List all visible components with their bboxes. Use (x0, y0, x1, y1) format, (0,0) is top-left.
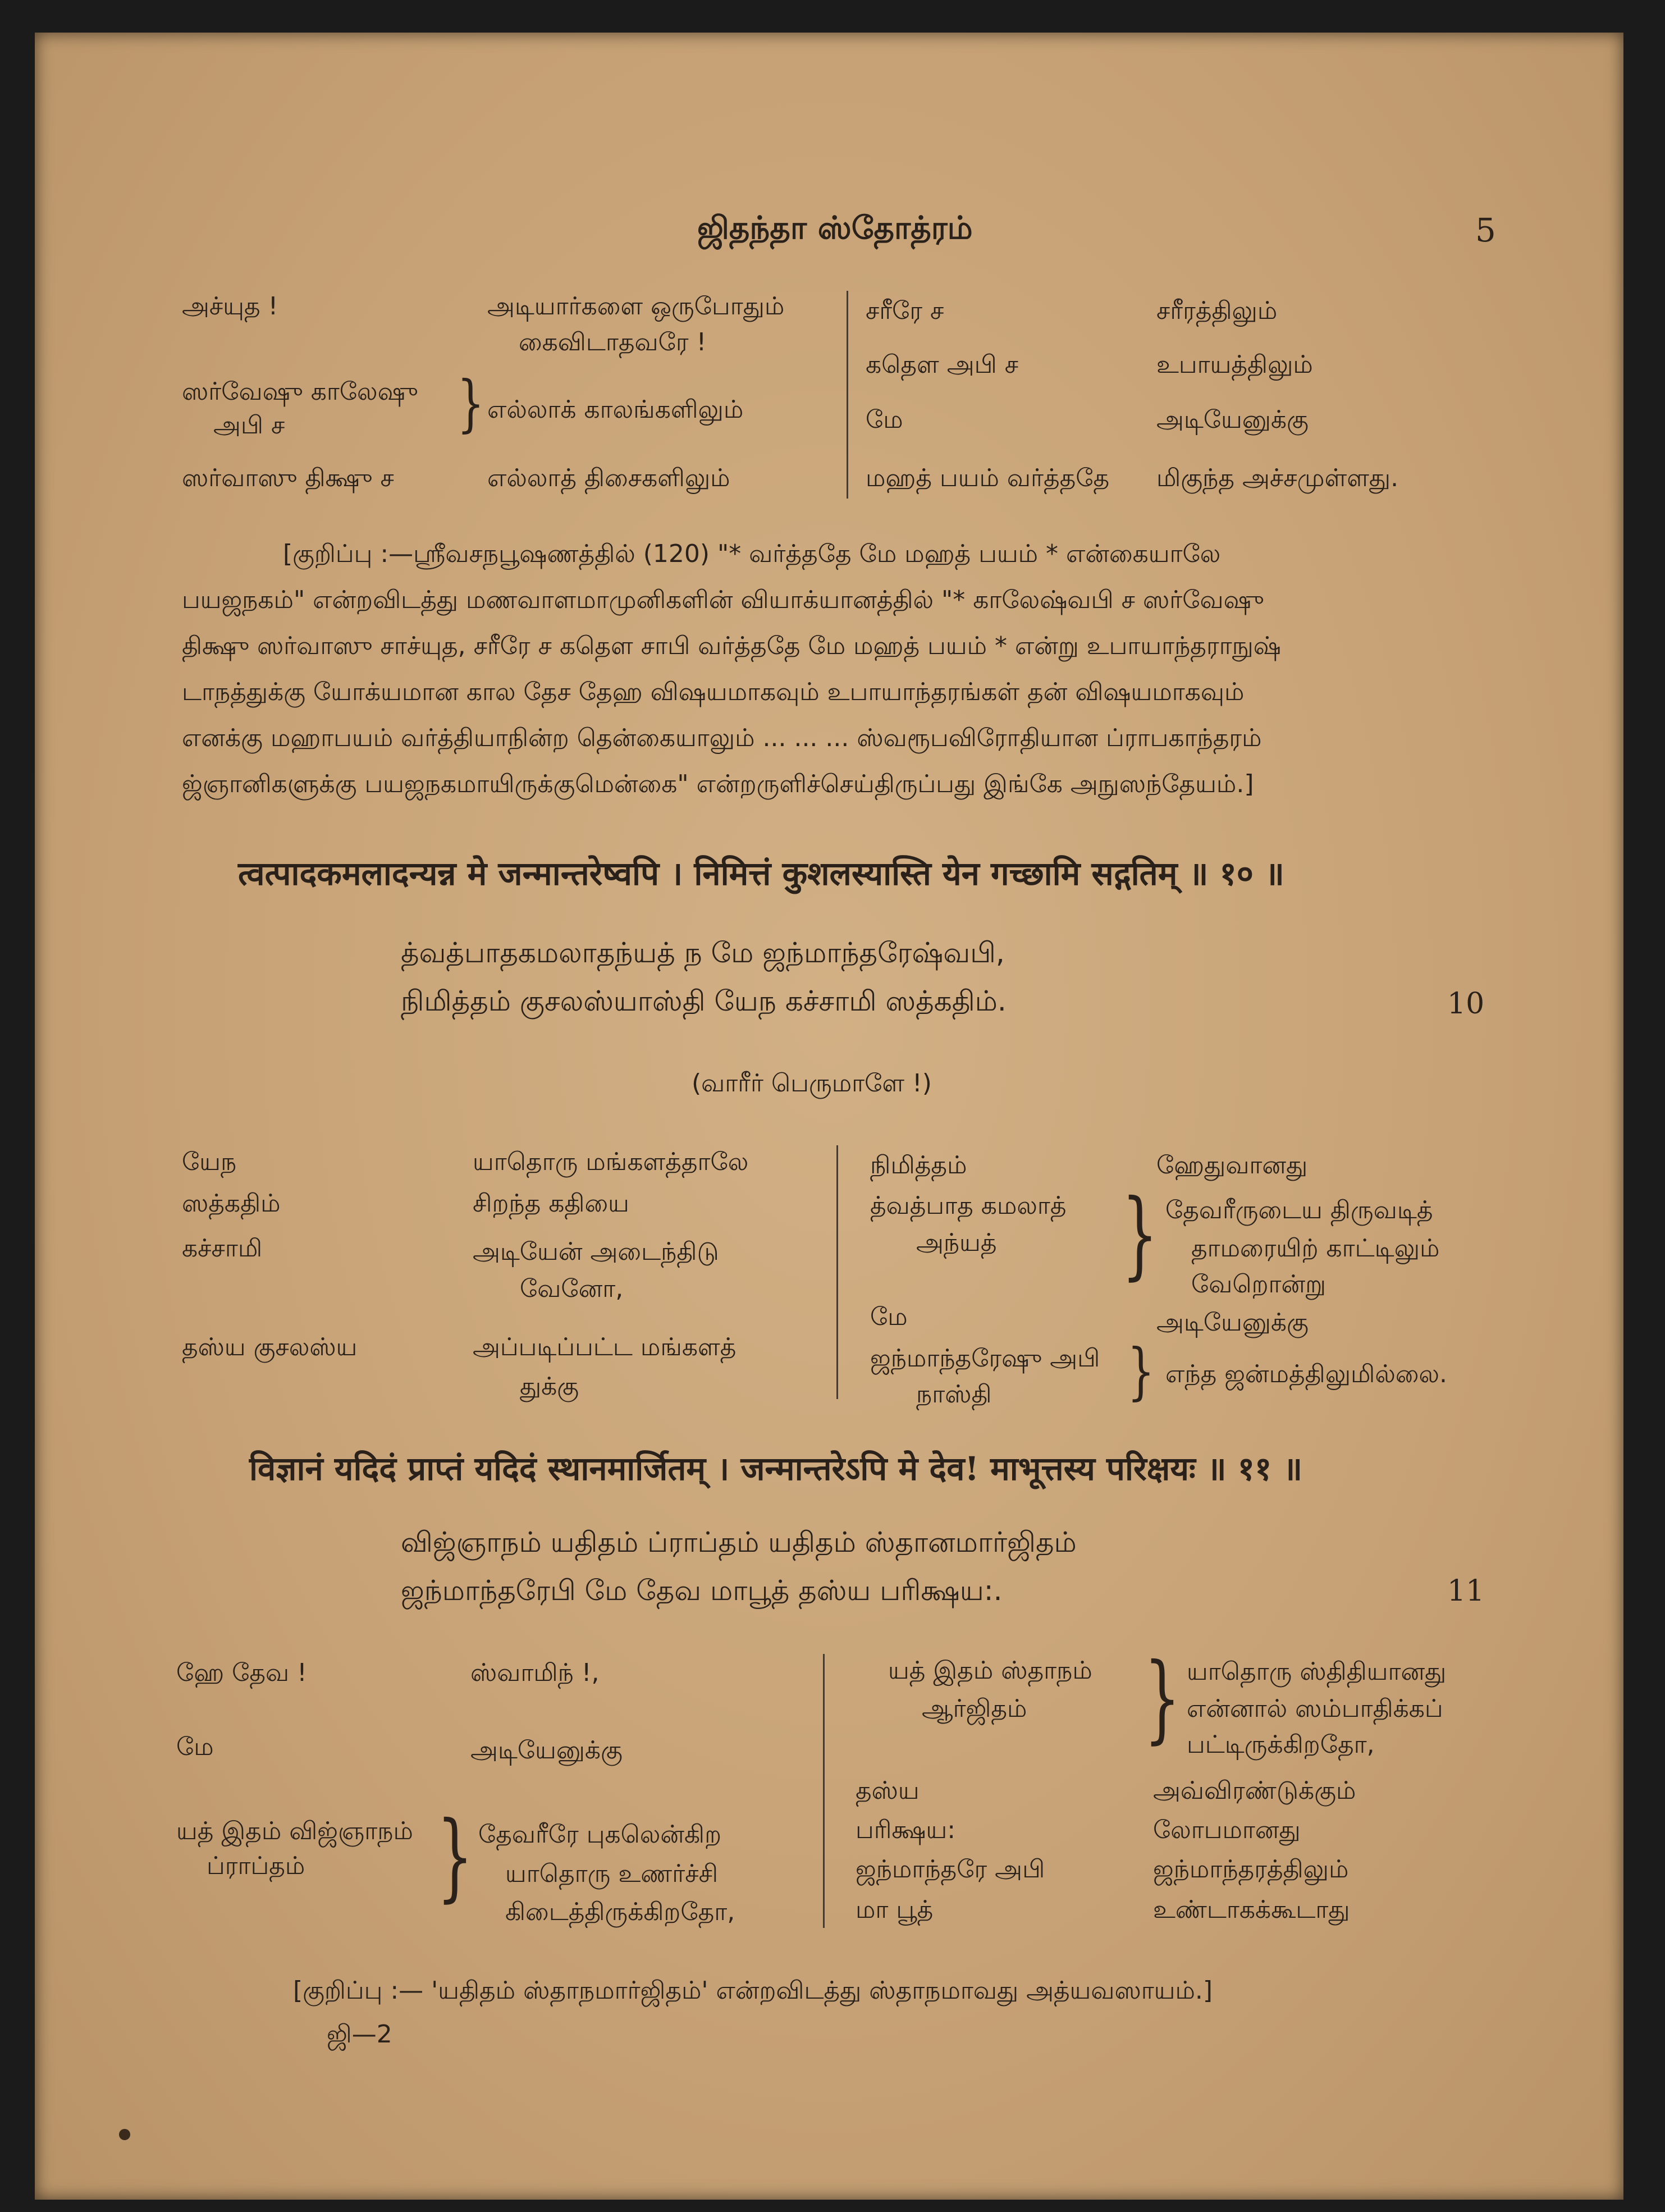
sanskrit-verse-10: त्वत्पादकमलादन्यन्न मे जन्मान्तरेष्वपि । निमित्तं कुशलस्यास्ति येन गच्छामि सद्गतिम् ॥ १० ॥ (238, 854, 1284, 893)
page-title: ஜிதந்தா ஸ்தோத்ரம் (697, 210, 973, 246)
gloss-meaning: தேவரீருடைய திருவடித் (1165, 1196, 1433, 1224)
gloss-word: ஸர்வேஷு காலேஷு (182, 377, 418, 406)
gloss-meaning: சிறந்த கதியை (473, 1189, 629, 1218)
gloss-word: நிமித்தம் (870, 1151, 967, 1180)
gloss-meaning: ஸ்வாமிந் !, (470, 1658, 600, 1687)
signature-mark: ஜி—2 (327, 2020, 392, 2049)
gloss-meaning: அப்படிப்பட்ட மங்களத் (473, 1333, 737, 1361)
gloss-meaning: யாதொரு உணர்ச்சி (505, 1859, 719, 1888)
gloss-meaning: ஹேதுவானது (1156, 1151, 1308, 1180)
gloss-meaning: தாமரையிற் காட்டிலும் (1191, 1234, 1440, 1263)
verse-10-line-1: த்வத்பாதகமலாதந்யத் ந மே ஜந்மாந்தரேஷ்வபி, (401, 936, 1005, 969)
gloss-word: அபி ச (213, 411, 285, 440)
verse-address: (வாரீர் பெருமாளே !) (692, 1069, 932, 1098)
brace: } (437, 1801, 473, 1912)
ink-spot (119, 2129, 130, 2140)
note-line: பயஜநகம்" என்றவிடத்து மணவாளமாமுனிகளின் வியாக்யானத்தில் "* காலேஷ்வபி ச ஸர்வேஷு (182, 586, 1264, 614)
gloss-word: யத் இதம் ஸ்தாநம் (888, 1656, 1092, 1685)
page-number: 5 (1475, 211, 1496, 249)
brace: } (1122, 1179, 1158, 1290)
gloss-word: சரீரே ச (866, 296, 944, 325)
gloss-word: மே (176, 1733, 214, 1761)
note-line: திக்ஷு ஸர்வாஸு சாச்யுத, சரீரே ச கதௌ சாபி வர்த்ததே மே மஹத் பயம் * என்று உபாயாந்தராநுஷ் (182, 632, 1281, 660)
gloss-meaning: வேறொன்று (1191, 1270, 1326, 1299)
brace: } (457, 367, 484, 439)
gloss-word: ஜந்மாந்தரேஷு அபி (870, 1344, 1100, 1373)
gloss-meaning: அடியேனுக்கு (1156, 405, 1309, 434)
gloss-word: தஸ்ய குசலஸ்ய (182, 1333, 358, 1361)
gloss-word: யேந (182, 1148, 237, 1176)
gloss-word: ப்ராப்தம் (207, 1852, 305, 1880)
gloss-meaning: தேவரீரே புகலென்கிற (478, 1820, 722, 1849)
document-page (35, 33, 1623, 2200)
column-divider (823, 1654, 825, 1928)
gloss-word: ஹே தேவ ! (176, 1658, 307, 1687)
gloss-meaning: எல்லாத் திசைகளிலும் (487, 464, 730, 492)
gloss-word: மே (870, 1302, 908, 1331)
gloss-meaning: ஜந்மாந்தரத்திலும் (1153, 1855, 1349, 1884)
gloss-word: அச்யுத ! (182, 292, 278, 321)
gloss-meaning: அவ்விரண்டுக்கும் (1153, 1776, 1356, 1805)
gloss-meaning: அடியார்களை ஒருபோதும் (487, 292, 785, 321)
column-divider (847, 291, 848, 499)
gloss-meaning: அடியேனுக்கு (470, 1736, 623, 1765)
gloss-meaning: எல்லாக் காலங்களிலும் (487, 395, 744, 424)
gloss-word: ஸத்கதிம் (182, 1189, 281, 1218)
brace: } (1144, 1643, 1181, 1754)
gloss-word: மஹத் பயம் வர்த்ததே (866, 464, 1110, 492)
note-2: [குறிப்பு :— 'யதிதம் ஸ்தாநமார்ஜிதம்' என்றவிடத்து ஸ்தாநமாவது அத்யவஸாயம்.] (293, 1976, 1213, 2005)
note-line: ஜ்ஞானிகளுக்கு பயஜநகமாயிருக்குமென்கை" என்றருளிச்செய்திருப்பது இங்கே அநுஸந்தேயம்.] (182, 770, 1254, 798)
sanskrit-verse-11: विज्ञानं यदिदं प्राप्तं यदिदं स्थानमार्जितम् । जन्मान्तरेऽपि मे देव! माभूत्तस्य परिक्षयः ॥ ११ ॥ (249, 1450, 1303, 1488)
note-line: எனக்கு மஹாபயம் வர்த்தியாநின்ற தென்கையாலும் ... ... ... ஸ்வரூபவிரோதியான ப்ராபகாந்தரம் (182, 724, 1262, 752)
gloss-meaning: மிகுந்த அச்சமுள்ளது. (1156, 464, 1399, 492)
gloss-meaning: கிடைத்திருக்கிறதோ, (505, 1898, 735, 1926)
gloss-meaning: லோபமானது (1153, 1816, 1301, 1844)
gloss-word: கச்சாமி (182, 1234, 263, 1263)
gloss-meaning: அடியேனுக்கு (1156, 1308, 1309, 1337)
gloss-meaning: கைவிடாதவரே ! (519, 328, 707, 357)
note-line: [குறிப்பு :—ஸ்ரீவசநபூஷணத்தில் (120) "* வர்த்ததே மே மஹத் பயம் * என்கையாலே (283, 540, 1221, 568)
gloss-word: மே (866, 405, 903, 434)
verse-11-line-2: ஜந்மாந்தரேபி மே தேவ மாபூத் தஸ்ய பரிக்ஷய:. (401, 1574, 1003, 1607)
gloss-word: மா பூத் (856, 1895, 934, 1924)
gloss-meaning: பட்டிருக்கிறதோ, (1187, 1730, 1375, 1759)
note-1 (182, 531, 1281, 807)
gloss-word: ஸர்வாஸு திக்ஷு ச (182, 464, 394, 492)
verse-11-line-1: விஜ்ஞாநம் யதிதம் ப்ராப்தம் யதிதம் ஸ்தானமார்ஜிதம் (401, 1526, 1077, 1559)
gloss-meaning: வேனோ, (520, 1274, 624, 1303)
verse-number: 10 (1447, 987, 1485, 1021)
gloss-word: ஜந்மாந்தரே அபி (856, 1855, 1045, 1884)
note-line: டாநத்துக்கு யோக்யமான கால தேச தேஹ விஷயமாகவும் உபாயாந்தரங்கள் தன் விஷயமாகவும் (182, 678, 1245, 706)
gloss-word: கதௌ அபி ச (866, 350, 1019, 379)
gloss-meaning: உண்டாகக்கூடாது (1153, 1895, 1350, 1924)
gloss-meaning: சரீரத்திலும் (1156, 296, 1278, 325)
gloss-word: யத் இதம் விஜ்ஞாநம் (176, 1817, 413, 1845)
brace: } (1127, 1335, 1155, 1407)
gloss-word: அந்யத் (916, 1228, 997, 1257)
gloss-word: நாஸ்தி (916, 1380, 992, 1409)
gloss-meaning: அடியேன் அடைந்திடு (473, 1237, 719, 1266)
gloss-meaning: யாதொரு ஸ்திதியானது (1187, 1657, 1447, 1686)
gloss-word: த்வத்பாத கமலாத் (870, 1191, 1067, 1220)
gloss-meaning: யாதொரு மங்களத்தாலே (473, 1148, 749, 1176)
gloss-word: ஆர்ஜிதம் (922, 1694, 1027, 1723)
column-divider (836, 1145, 838, 1399)
gloss-word: பரிக்ஷய: (856, 1816, 956, 1844)
gloss-meaning: உபாயத்திலும் (1156, 350, 1313, 379)
gloss-meaning: எந்த ஜன்மத்திலுமில்லை. (1165, 1360, 1448, 1388)
gloss-meaning: என்னால் ஸம்பாதிக்கப் (1187, 1694, 1443, 1723)
gloss-word: தஸ்ய (856, 1776, 920, 1805)
verse-number: 11 (1447, 1574, 1485, 1608)
gloss-meaning: துக்கு (520, 1372, 579, 1401)
verse-10-line-2: நிமித்தம் குசலஸ்யாஸ்தி யேந கச்சாமி ஸத்கதிம். (401, 985, 1007, 1017)
